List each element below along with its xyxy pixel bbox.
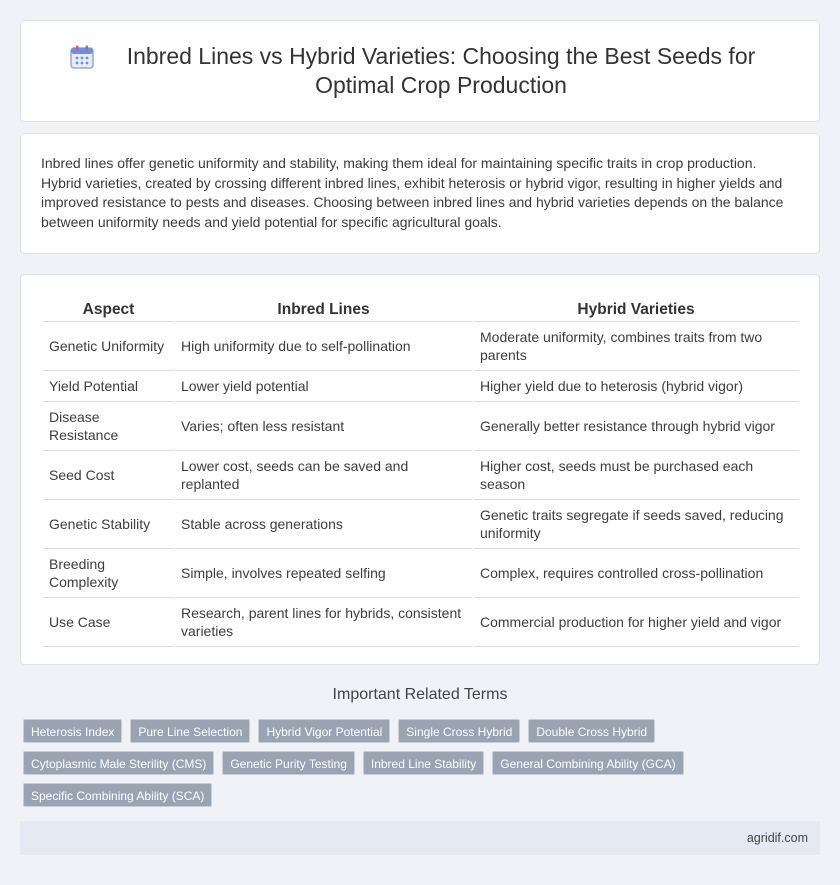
related-term-tag[interactable]: Pure Line Selection (130, 719, 250, 743)
cell-aspect: Breeding Complexity (43, 548, 174, 597)
cell-hybrid: Complex, requires controlled cross-pollination (473, 548, 799, 597)
cell-inbred: High uniformity due to self-pollination (174, 321, 473, 370)
related-terms-title: Important Related Terms (332, 686, 508, 703)
footer-site-link[interactable]: agridif.com (746, 831, 808, 845)
cell-hybrid: Genetic traits segregate if seeds saved, reducing uniformity (473, 499, 799, 548)
related-term-tag[interactable]: Heterosis Index (23, 719, 122, 743)
footer (20, 821, 820, 855)
header-aspect: Aspect (43, 295, 174, 321)
related-term-tag[interactable]: Hybrid Vigor Potential (258, 719, 390, 743)
cell-aspect: Disease Resistance (43, 401, 174, 450)
cell-inbred: Lower yield potential (174, 370, 473, 401)
cell-inbred: Simple, involves repeated selfing (174, 548, 473, 597)
cell-hybrid: Commercial production for higher yield and vigor (473, 597, 799, 646)
table-row (43, 450, 799, 499)
title-card (20, 20, 820, 122)
cell-hybrid: Higher cost, seeds must be purchased each season (473, 450, 799, 499)
table-row (43, 548, 799, 597)
calendar-icon (69, 44, 95, 70)
related-term-tag[interactable]: Single Cross Hybrid (398, 719, 520, 743)
table-row (43, 370, 799, 401)
related-term-tag[interactable]: Specific Combining Ability (SCA) (23, 783, 212, 807)
cell-aspect: Seed Cost (43, 450, 174, 499)
cell-aspect: Genetic Stability (43, 499, 174, 548)
comparison-card (20, 274, 820, 665)
related-term-tag[interactable]: Inbred Line Stability (363, 751, 484, 775)
comparison-table (43, 295, 799, 647)
table-header-row (43, 295, 799, 321)
related-term-tag[interactable]: Genetic Purity Testing (222, 751, 355, 775)
header-inbred-lines: Inbred Lines (174, 295, 473, 321)
cell-aspect: Use Case (43, 597, 174, 646)
intro-card (20, 133, 820, 254)
cell-inbred: Stable across generations (174, 499, 473, 548)
cell-aspect: Yield Potential (43, 370, 174, 401)
cell-inbred: Lower cost, seeds can be saved and replanted (174, 450, 473, 499)
cell-inbred: Varies; often less resistant (174, 401, 473, 450)
page-title: Inbred Lines vs Hybrid Varieties: Choosing the Best Seeds for Optimal Crop Production (126, 43, 756, 98)
related-term-tag[interactable]: Cytoplasmic Male Sterility (CMS) (23, 751, 214, 775)
cell-inbred: Research, parent lines for hybrids, consistent varieties (174, 597, 473, 646)
header-hybrid-varieties: Hybrid Varieties (473, 295, 799, 321)
related-term-tag[interactable]: General Combining Ability (GCA) (492, 751, 683, 775)
table-row (43, 321, 799, 370)
cell-hybrid: Generally better resistance through hybrid vigor (473, 401, 799, 450)
table-row (43, 499, 799, 548)
cell-aspect: Genetic Uniformity (43, 321, 174, 370)
cell-hybrid: Higher yield due to heterosis (hybrid vigor) (473, 370, 799, 401)
table-row (43, 597, 799, 646)
cell-hybrid: Moderate uniformity, combines traits from two parents (473, 321, 799, 370)
related-term-tag[interactable]: Double Cross Hybrid (528, 719, 655, 743)
table-row (43, 401, 799, 450)
related-terms-list (23, 719, 803, 807)
intro-text: Inbred lines offer genetic uniformity and stability, making them ideal for maintaining specific traits in crop production. Hybrid varieties, created by crossing different inbred lines, exhibit heterosis or hybrid vigor, resulting in higher yields and improved resistance to pests and diseases. Choosing between inbred lines and hybrid varieties depends on the balance between uniformity needs and yield potential for specific agricultural goals. (41, 155, 784, 230)
